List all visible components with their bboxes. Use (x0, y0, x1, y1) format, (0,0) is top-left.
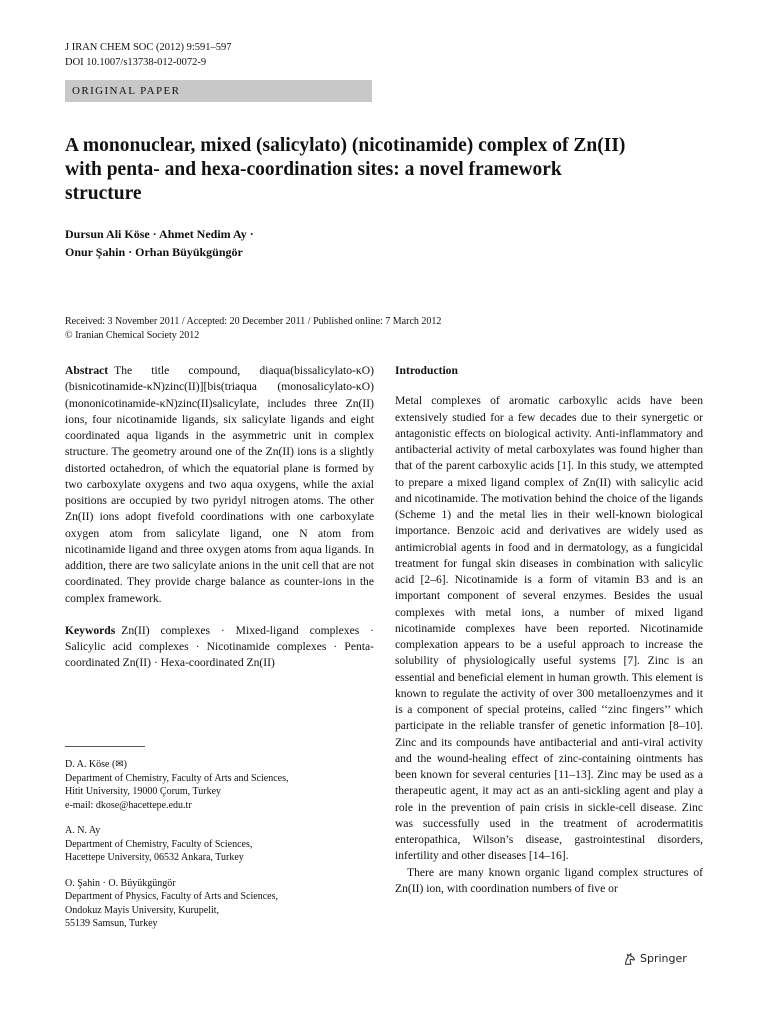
abstract (65, 363, 374, 607)
journal-reference: J IRAN CHEM SOC (2012) 9:591–597 (65, 42, 232, 53)
publisher-name: Springer (640, 952, 687, 965)
dates-line: Received: 3 November 2011 / Accepted: 20 December 2011 / Published online: 7 March 2012 (65, 316, 442, 327)
affiliation-entry (65, 824, 374, 865)
footnote-divider (65, 746, 145, 747)
authors-line-2: Onur Şahin · Orhan Büyükgüngör (65, 245, 243, 259)
introduction-paragraph-2: There are many known organic ligand complex structures of Zn(II) ion, with coordination numbers of five or (395, 865, 703, 895)
affiliation-name: O. Şahin · O. Büyükgüngör (65, 877, 176, 889)
introduction-paragraph-1: Metal complexes of aromatic carboxylic acids have been extensively studied for a few decades due to their synergetic or antagonistic effects on biological activity. Anti-inflammatory and antibacterial activity of metal carboxylates was found higher than that of the parent carboxylic acids [1]. In this study, we attempted to prepare a mixed ligand complex of Zn(II) with salicylic acid and nicotinamide. The motivation behind the choice of the ligands (Scheme 1) and the metal lies in their well-known biological importance. Benzoic acid and derivatives are widely used as antimicrobial agents in food and in dermatology, as a fungicidal treatment for fungal skin diseases in combination with salicylic acid [2–6]. Nicotinamide is a form of vitamin B3 and is an important component of several enzymes. Besides the usual complexes with metal ions, a number of mixed ligand nicotinamide complexes have been reported. Nicotinamide complexation appears to be a useful approach to increase the solubility of physiologically useful systems [7]. Zinc is an essential and beneficial element in human growth. This element is known to regulate the activity of over 300 metalloenzymes and it is a component of special proteins, called ‘‘zinc fingers’’ which participate in the reliable transfer of genetic information [8–10]. Zinc and its compounds have antibacterial and anti-viral activity and the wound-healing effect of zinc-containing ointments has been known for several centuries [11–13]. Zinc may be used as a therapeutic agent, it may act as an anti-sickling agent and play a role in the prevention of pain crisis in sickle-cell disease. Zinc was successfully used in the treatment of acrodermatitis enteropathica, Wilson’s disease, gastrointestinal disorders, infertility and other diseases [14–16]. (395, 394, 703, 863)
keywords-text: Zn(II) complexes · Mixed-ligand complexes · Salicylic acid complexes · Nicotinamide complexes · Penta-coordinated Zn(II) · Hexa-coordinated Zn(II) (65, 623, 374, 670)
affiliation-line: Department of Chemistry, Faculty of Sciences, (65, 838, 253, 850)
journal-header (65, 40, 232, 70)
abstract-label: Abstract (65, 364, 109, 377)
affiliation-entry (65, 758, 374, 812)
affiliation-line: 55139 Samsun, Turkey (65, 918, 158, 929)
affiliation-line: Hitit University, 19000 Çorum, Turkey (65, 786, 222, 797)
springer-horse-icon (623, 952, 637, 966)
affiliation-name: A. N. Ay (65, 825, 101, 836)
affiliation-entry (65, 877, 374, 931)
affiliation-line: Department of Physics, Faculty of Arts and Sciences, (65, 891, 279, 902)
abstract-text: The title compound, diaqua(bissalicylato-κO) (bisnicotinamide-κN)zinc(II)][bis(triaqua (monosalicylato-κO) (mononicotinamide-κN)zinc(II)salicylate, includes three Zn(II) ions, four nicotinamide ligands, six salicylate ligands and eight coordinated aqua ligands in the asymmetric unit in complex structure. The geometry around one of the Zn(II) ions is a slightly distorted octahedron, of which the equatorial plane is formed by two carboxylate oxygens and two aqua oxygens, while the axial positions are occupied by two pyridyl nitrogen atoms. The other Zn(II) ions adopt fivefold coordinations with one carboxylate oxygen atom from salicylate ligand, one N atom from nicotinamide ligand and three oxygen atoms from aqua ligands. In addition, there are two salicylate anions in the unit cell that are not coordinated. They provide charge balance as counter-ions in the complex framework. (65, 364, 374, 605)
affiliations (65, 758, 374, 943)
publisher-logo (623, 951, 687, 967)
affiliation-name: D. A. Köse (✉) (65, 759, 127, 770)
right-column (395, 363, 703, 897)
left-column (65, 363, 374, 672)
doi[interactable]: DOI 10.1007/s13738-012-0072-9 (65, 57, 207, 68)
keywords (65, 623, 374, 672)
article-title: A mononuclear, mixed (salicylato) (nicotinamide) complex of Zn(II) with penta- and hexa-coordination sites: a novel framework structure (65, 135, 626, 204)
affiliation-line: Hacettepe University, 06532 Ankara, Turkey (65, 852, 244, 863)
keywords-label: Keywords (65, 623, 116, 637)
author-list (65, 225, 254, 261)
affiliation-line: Department of Chemistry, Faculty of Arts and Sciences, (65, 772, 289, 784)
copyright-line: © Iranian Chemical Society 2012 (65, 330, 200, 341)
affiliation-email[interactable]: e-mail: dkose@hacettepe.edu.tr (65, 799, 192, 811)
section-banner: ORIGINAL PAPER (65, 80, 372, 102)
affiliation-line: Ondokuz Mayis University, Kurupelit, (65, 904, 220, 916)
introduction-heading: Introduction (395, 364, 458, 377)
publication-dates (65, 315, 441, 343)
authors-line-1: Dursun Ali Köse · Ahmet Nedim Ay · (65, 227, 254, 241)
